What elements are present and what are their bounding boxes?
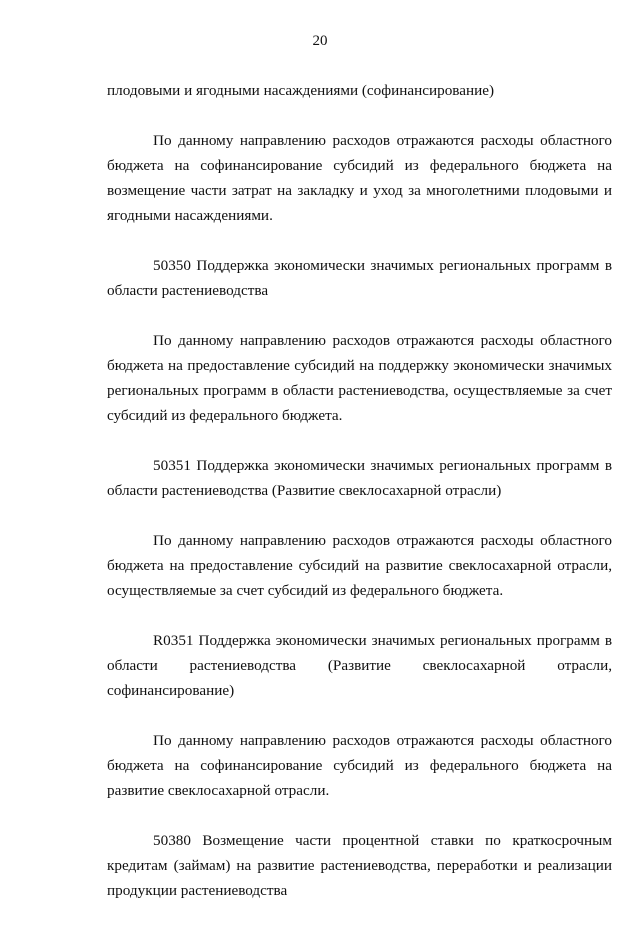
paragraph-description: По данному направлению расходов отражаются расходы областного бюджета на софинансирование субсидий из федерального бюджета на развитие свеклосахарной отрасли.	[107, 732, 612, 799]
paragraph-heading-50380: 50380 Возмещение части процентной ставки по краткосрочным кредитам (займам) на развитие растениеводства, переработки и реализации продукции растениеводства	[107, 832, 612, 899]
paragraph-heading-r0351: R0351 Поддержка экономически значимых региональных программ в области растениеводства (Развитие свеклосахарной отрасли, софинансирование)	[107, 632, 612, 699]
paragraph-heading-50350: 50350 Поддержка экономически значимых региональных программ в области растениеводства	[107, 257, 612, 299]
document-body	[107, 78, 612, 928]
paragraph-description: По данному направлению расходов отражаются расходы областного бюджета на софинансирование субсидий из федерального бюджета на возмещение части затрат на закладку и уход за многолетними плодовыми и ягодными насаждениями.	[107, 132, 612, 224]
paragraph-description: По данному направлению расходов отражаются расходы областного бюджета на предоставление субсидий на развитие свеклосахарной отрасли, осуществляемые за счет субсидий из федерального бюджета.	[107, 532, 612, 599]
page-number: 20	[312, 33, 328, 49]
paragraph-continuation: плодовыми и ягодными насаждениями (софинансирование)	[107, 82, 495, 99]
paragraph-heading-50351: 50351 Поддержка экономически значимых региональных программ в области растениеводства (Развитие свеклосахарной отрасли)	[107, 457, 612, 499]
paragraph-description: По данному направлению расходов отражаются расходы областного бюджета на предоставление субсидий на поддержку экономически значимых региональных программ в области растениеводства, осуществляемые за счет субсидий из федерального бюджета.	[107, 332, 612, 424]
